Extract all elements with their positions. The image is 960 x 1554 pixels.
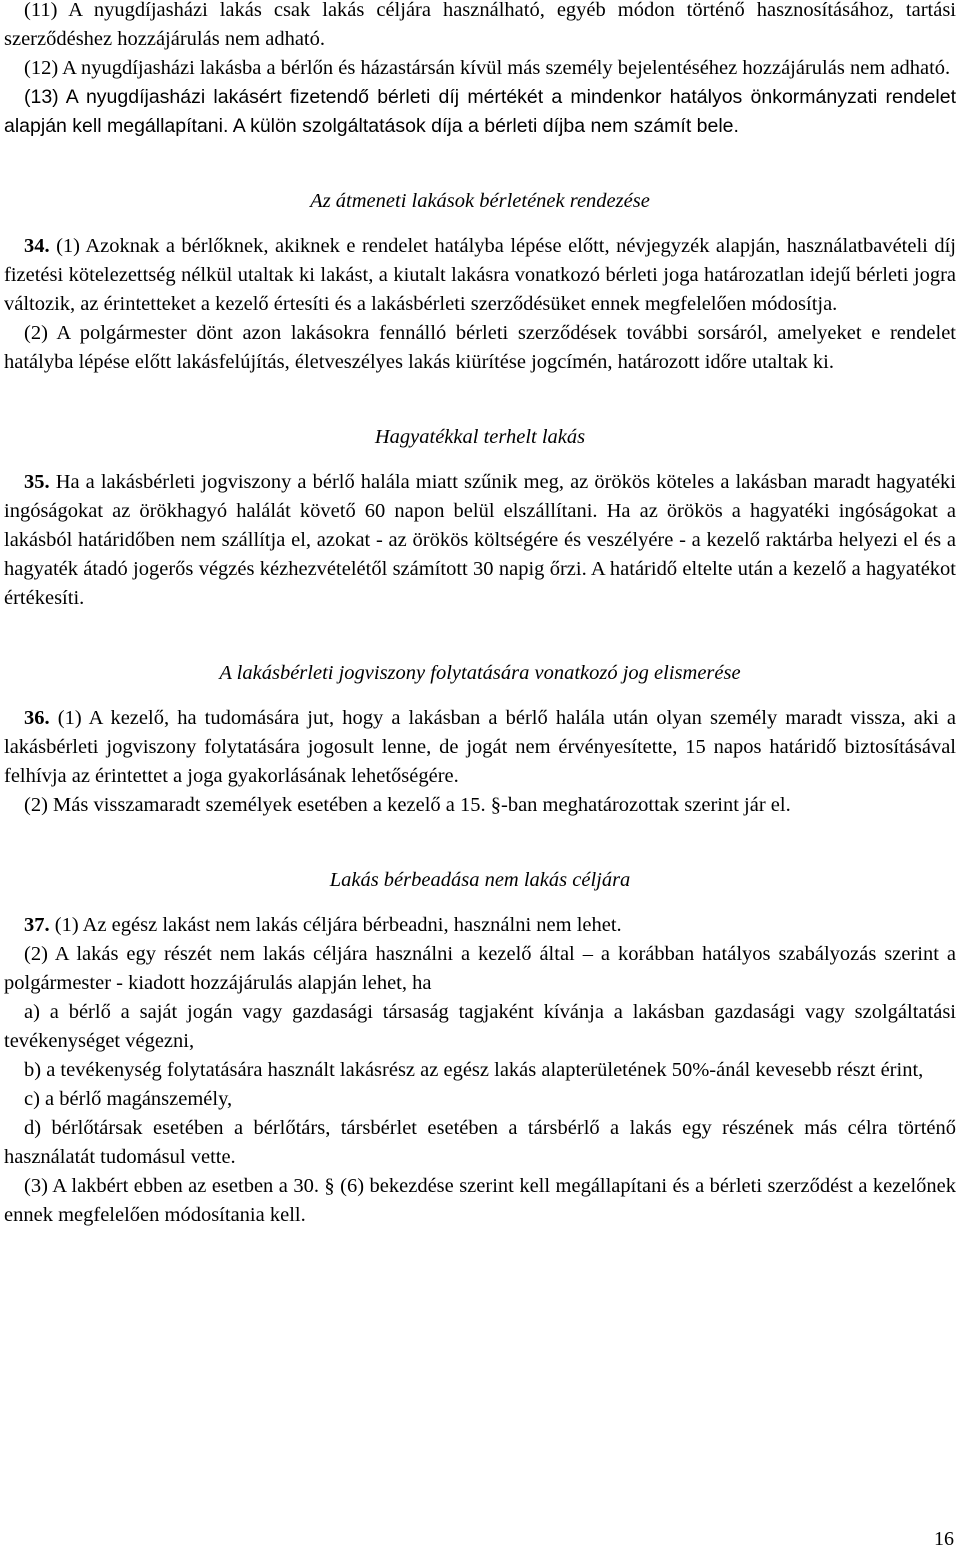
paragraph-12: (12) A nyugdíjasházi lakásba a bérlőn és házastársán kívül más személy bejelentéséhez hozzájárulás nem adható. <box>24 57 951 79</box>
paragraph-34-1-text: (1) Azoknak a bérlőknek, akiknek e rendelet hatályba lépése előtt, névjegyzék alapján, használatbavételi díj fizetési kötelezettség nélkül utaltak ki lakást, a kiutalt lakásra vonatkozó bérleti joga határozatlan idejű bérleti jogra változik, az érintetteket a kezelő értesíti és a lakásbérleti szerződésüket ennek megfelelően módosítja. <box>4 235 956 315</box>
paragraph-34-1 <box>4 232 956 319</box>
page-number: 16 <box>934 1528 954 1550</box>
paragraph-37-3: (3) A lakbért ebben az esetben a 30. § (6) bekezdése szerint kell megállapítani és a bérleti szerződést a kezelőnek ennek megfelelően módosítania kell. <box>4 1175 956 1226</box>
paragraph-35 <box>4 468 956 613</box>
paragraph-37-1 <box>4 911 956 940</box>
section-heading-jogviszony: A lakásbérleti jogviszony folytatására vonatkozó jog elismerése <box>219 662 741 684</box>
paragraph-36-2: (2) Más visszamaradt személyek esetében a kezelő a 15. §-ban meghatározottak szerint jár el. <box>24 794 791 816</box>
paragraph-34-2: (2) A polgármester dönt azon lakásokra fennálló bérleti szerződések további sorsáról, amelyeket e rendelet hatályba lépése előtt lakásfelújítás, életveszélyes lakás kiürítése jogcímén, határozott időre utaltak ki. <box>4 322 956 373</box>
list-item-c: c) a bérlő magánszemély, <box>24 1088 233 1110</box>
paragraph-37-2: (2) A lakás egy részét nem lakás céljára használni a kezelő által – a korábban hatályos szabályozás szerint a polgármester - kiadott hozzájárulás alapján lehet, ha <box>4 943 956 994</box>
section-number-34: 34. <box>24 235 50 257</box>
paragraph-36-1-text: (1) A kezelő, ha tudomására jut, hogy a lakásban a bérlő halála után olyan személy maradt vissza, aki a lakásbérleti jogviszony folytatására jogosult lenne, de jogát nem érvényesítette, 15 napos határidő biztosításával felhívja az érintettet a joga gyakorlásának lehetőségére. <box>4 707 956 787</box>
section-number-35: 35. <box>24 471 50 493</box>
section-heading-hagyatek: Hagyatékkal terhelt lakás <box>374 426 586 448</box>
paragraph-13: (13) A nyugdíjasházi lakásért fizetendő bérleti díj mértékét a mindenkor hatályos önkormányzati rendelet alapján kell megállapítani. A külön szolgáltatások díja a bérleti díjba nem számít bele. <box>4 86 956 137</box>
list-item-d: d) bérlőtársak esetében a bérlőtárs, társbérlet esetében a társbérlő a lakás egy részének más célra történő használatát tudomásul vette. <box>4 1117 956 1168</box>
section-number-36: 36. <box>24 707 50 729</box>
list-item-a: a) a bérlő a saját jogán vagy gazdasági társaság tagjaként kívánja a lakásban gazdasági vagy szolgáltatási tevékenységet végezni, <box>4 1001 956 1052</box>
list-item-b: b) a tevékenység folytatására használt lakásrész az egész lakás alapterületének 50%-ánál kevesebb részt érint, <box>24 1059 924 1081</box>
section-heading-nem-lakas: Lakás bérbeadása nem lakás céljára <box>329 869 631 891</box>
paragraph-37-1-text: (1) Az egész lakást nem lakás céljára bérbeadni, használni nem lehet. <box>49 914 622 936</box>
paragraph-11: (11) A nyugdíjasházi lakás csak lakás céljára használható, egyéb módon történő hasznosításához, tartási szerződéshez hozzájárulás nem adható. <box>4 0 956 50</box>
paragraph-35-text: Ha a lakásbérleti jogviszony a bérlő halála miatt szűnik meg, az örökös köteles a lakásban maradt hagyatéki ingóságokat az örökhagyó halálát követő 60 napon belül elszállítani. Ha az örökös a hagyatéki ingóságokat a lakásból határidőben nem szállítja el, azokat - az örökös költségére és veszélyére - a kezelő raktárba helyezi el és a hagyaték átadó jogerős végzés kézhezvételétől számított 30 napig őrzi. A határidő eltelte után a kezelő a hagyatékot értékesíti. <box>4 471 956 609</box>
paragraph-36-1 <box>4 704 956 791</box>
section-heading-atmeneti: Az átmeneti lakások bérletének rendezése <box>310 190 650 212</box>
section-number-37: 37. <box>24 914 50 936</box>
